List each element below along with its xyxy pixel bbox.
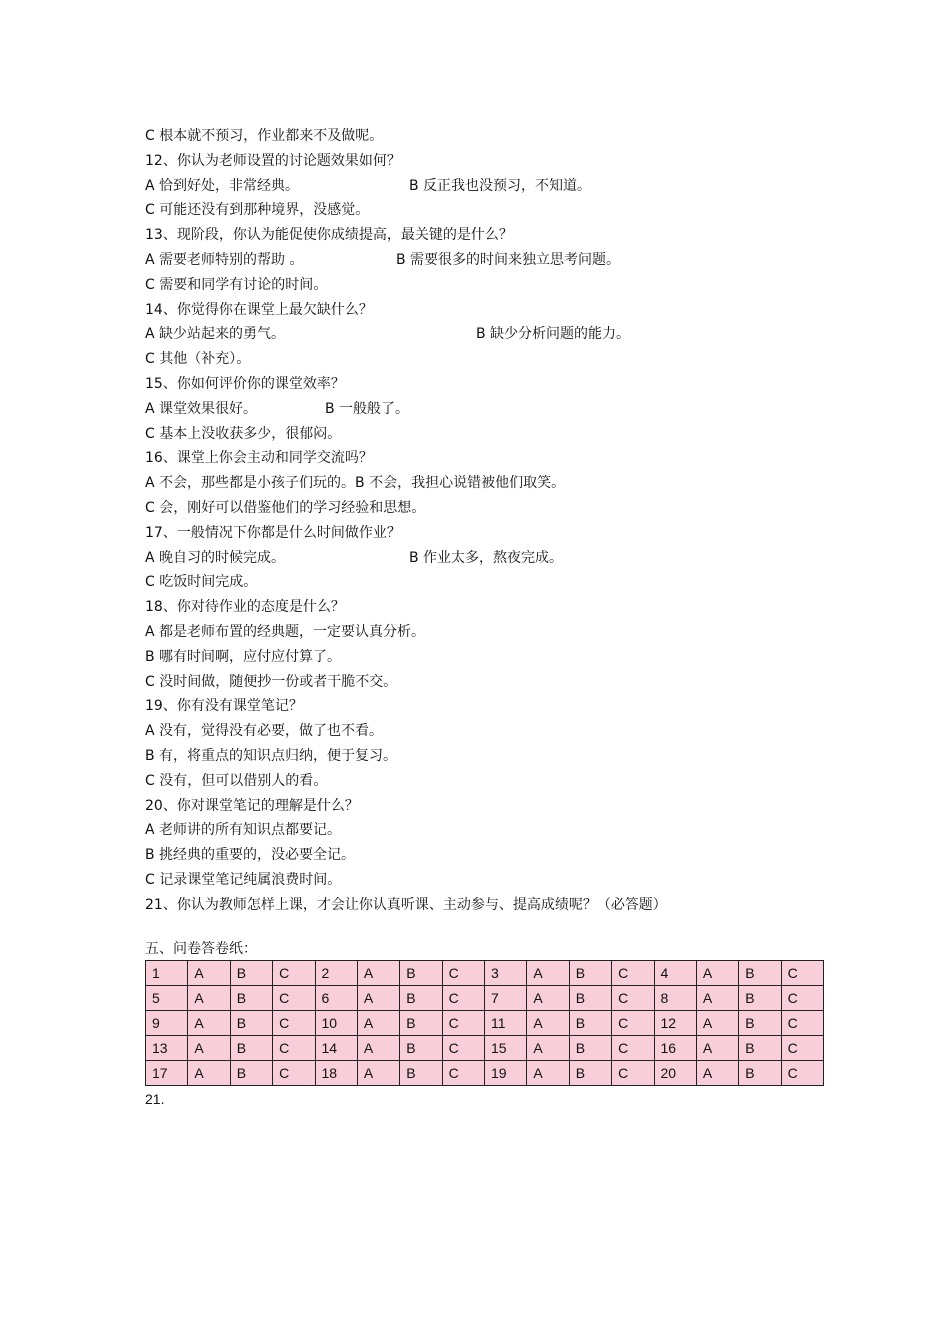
question-number-cell: 10 bbox=[315, 1010, 357, 1035]
text-line bbox=[145, 744, 835, 769]
text-line bbox=[145, 198, 835, 223]
line-text: B 挑经典的重要的，没必要全记。 bbox=[145, 847, 356, 864]
answer-option-cell[interactable]: B bbox=[739, 1035, 781, 1060]
question-number-cell: 15 bbox=[485, 1035, 527, 1060]
text-line bbox=[145, 273, 835, 298]
question-list bbox=[145, 124, 835, 918]
question-number-cell: 16 bbox=[654, 1035, 696, 1060]
answer-option-cell[interactable]: B bbox=[569, 1060, 611, 1085]
text-line bbox=[145, 893, 835, 918]
answer-option-cell[interactable]: C bbox=[273, 1060, 315, 1085]
answer-option-cell[interactable]: B bbox=[400, 1060, 442, 1085]
answer-option-cell[interactable]: A bbox=[696, 1035, 738, 1060]
line-text: B 有，将重点的知识点归纳，便于复习。 bbox=[145, 747, 398, 764]
question-number-cell: 9 bbox=[146, 1010, 188, 1035]
question-number-cell: 6 bbox=[315, 985, 357, 1010]
answer-option-cell[interactable]: A bbox=[188, 1035, 230, 1060]
line-text: A 没有，觉得没有必要，做了也不看。 bbox=[145, 723, 384, 740]
answer-option-cell[interactable]: A bbox=[357, 985, 399, 1010]
text-line bbox=[145, 868, 835, 893]
answer-option-cell[interactable]: A bbox=[527, 1035, 569, 1060]
line-text: C 基本上没收获多少，很郁闷。 bbox=[145, 425, 342, 442]
answer-option-cell[interactable]: A bbox=[188, 1060, 230, 1085]
line-text: A 课堂效果很好。 bbox=[145, 400, 258, 417]
answer-option-cell[interactable]: B bbox=[230, 1035, 272, 1060]
text-line bbox=[145, 595, 835, 620]
line-text: A 不会，那些都是小孩子们玩的。B 不会，我担心说错被他们取笑。 bbox=[145, 475, 566, 492]
answer-option-cell[interactable]: B bbox=[400, 985, 442, 1010]
text-line bbox=[145, 645, 835, 670]
answer-option-cell[interactable]: C bbox=[273, 1010, 315, 1035]
answer-row bbox=[146, 1010, 824, 1035]
text-line bbox=[145, 496, 835, 521]
text-line bbox=[145, 719, 835, 744]
text-line bbox=[145, 174, 835, 199]
question-number-cell: 12 bbox=[654, 1010, 696, 1035]
answer-option-cell[interactable]: C bbox=[442, 985, 484, 1010]
answer-option-cell[interactable]: B bbox=[400, 1010, 442, 1035]
line-text: C 会，刚好可以借鉴他们的学习经验和思想。 bbox=[145, 499, 426, 516]
answer-option-cell[interactable]: B bbox=[569, 1010, 611, 1035]
text-line bbox=[145, 769, 835, 794]
text-line bbox=[145, 521, 835, 546]
text-line bbox=[145, 422, 835, 447]
option-b-text: B 反正我也没预习，不知道。 bbox=[409, 177, 592, 194]
answer-option-cell[interactable]: A bbox=[696, 960, 738, 985]
line-text: B 哪有时间啊，应付应付算了。 bbox=[145, 648, 342, 665]
answer-option-cell[interactable]: A bbox=[696, 1060, 738, 1085]
answer-sheet-table bbox=[145, 960, 824, 1086]
answer-option-cell[interactable]: B bbox=[739, 1010, 781, 1035]
answer-option-cell[interactable]: C bbox=[612, 1035, 654, 1060]
text-line bbox=[145, 322, 835, 347]
answer-option-cell[interactable]: B bbox=[230, 1010, 272, 1035]
answer-option-cell[interactable]: C bbox=[612, 1010, 654, 1035]
answer-option-cell[interactable]: C bbox=[273, 960, 315, 985]
question-number-cell: 13 bbox=[146, 1035, 188, 1060]
line-text: 12、你认为老师设置的讨论题效果如何？ bbox=[145, 152, 401, 169]
line-text: 15、你如何评价你的课堂效率？ bbox=[145, 375, 345, 392]
questionnaire-body bbox=[145, 124, 835, 1110]
line-text: 14、你觉得你在课堂上最欠缺什么？ bbox=[145, 301, 373, 318]
question-number-cell: 11 bbox=[485, 1010, 527, 1035]
answer-option-cell[interactable]: A bbox=[188, 960, 230, 985]
text-line bbox=[145, 298, 835, 323]
answer-option-cell[interactable]: C bbox=[442, 1060, 484, 1085]
answer-option-cell[interactable]: A bbox=[357, 1035, 399, 1060]
line-text: A 都是老师布置的经典题，一定要认真分析。 bbox=[145, 623, 426, 640]
answer-option-cell[interactable]: B bbox=[739, 960, 781, 985]
text-line bbox=[145, 546, 835, 571]
answer-option-cell[interactable]: B bbox=[569, 1035, 611, 1060]
question-number-cell: 2 bbox=[315, 960, 357, 985]
question-number-cell: 1 bbox=[146, 960, 188, 985]
answer-21-label: 21. bbox=[145, 1090, 165, 1107]
line-text: 19、你有没有课堂笔记？ bbox=[145, 698, 303, 715]
line-text: 21、你认为教师怎样上课，才会让你认真听课、主动参与、提高成绩呢？（必答题） bbox=[145, 896, 667, 913]
line-text: C 其他（补充）。 bbox=[145, 351, 251, 368]
answer-option-cell[interactable]: C bbox=[781, 1010, 823, 1035]
answer-option-cell[interactable]: A bbox=[188, 1010, 230, 1035]
option-b-text: B 缺少分析问题的能力。 bbox=[476, 326, 631, 343]
answer-option-cell[interactable]: B bbox=[230, 985, 272, 1010]
answer-row bbox=[146, 960, 824, 985]
question-number-cell: 8 bbox=[654, 985, 696, 1010]
line-text: C 需要和同学有讨论的时间。 bbox=[145, 276, 328, 293]
question-number-cell: 5 bbox=[146, 985, 188, 1010]
answer-option-cell[interactable]: A bbox=[696, 1010, 738, 1035]
answer-option-cell[interactable]: A bbox=[527, 985, 569, 1010]
option-b-text: B 作业太多，熬夜完成。 bbox=[409, 549, 564, 566]
question-number-cell: 19 bbox=[485, 1060, 527, 1085]
answer-option-cell[interactable]: A bbox=[357, 1010, 399, 1035]
line-text: 16、课堂上你会主动和同学交流吗？ bbox=[145, 450, 373, 467]
line-text: 13、现阶段，你认为能促使你成绩提高，最关键的是什么？ bbox=[145, 227, 513, 244]
line-text: A 需要老师特别的帮助 。 bbox=[145, 251, 304, 268]
text-line bbox=[145, 347, 835, 372]
text-line bbox=[145, 223, 835, 248]
text-line bbox=[145, 446, 835, 471]
answer-option-cell[interactable]: C bbox=[781, 1060, 823, 1085]
line-text: 17、一般情况下你都是什么时间做作业？ bbox=[145, 524, 401, 541]
question-number-cell: 20 bbox=[654, 1060, 696, 1085]
answer-option-cell[interactable]: B bbox=[739, 1060, 781, 1085]
question-number-cell: 3 bbox=[485, 960, 527, 985]
answer-option-cell[interactable]: A bbox=[527, 960, 569, 985]
section-title: 五、问卷答卷纸： bbox=[145, 940, 257, 957]
answer-option-cell[interactable]: C bbox=[612, 985, 654, 1010]
question-number-cell: 17 bbox=[146, 1060, 188, 1085]
answer-option-cell[interactable]: C bbox=[612, 960, 654, 985]
line-text: 18、你对待作业的态度是什么？ bbox=[145, 599, 345, 616]
text-line bbox=[145, 149, 835, 174]
text-line bbox=[145, 248, 835, 273]
line-text: 20、你对课堂笔记的理解是什么？ bbox=[145, 797, 359, 814]
line-text: C 根本就不预习，作业都来不及做呢。 bbox=[145, 128, 384, 144]
text-line bbox=[145, 124, 835, 149]
question-number-cell: 14 bbox=[315, 1035, 357, 1060]
answer-option-cell[interactable]: C bbox=[273, 985, 315, 1010]
line-text: A 晚自习的时候完成。 bbox=[145, 549, 286, 566]
answer-option-cell[interactable]: C bbox=[612, 1060, 654, 1085]
line-text: A 恰到好处，非常经典。 bbox=[145, 177, 300, 194]
answer-option-cell[interactable]: A bbox=[188, 985, 230, 1010]
text-line bbox=[145, 843, 835, 868]
line-text: C 记录课堂笔记纯属浪费时间。 bbox=[145, 871, 342, 888]
answer-row bbox=[146, 1060, 824, 1085]
answer-option-cell[interactable]: C bbox=[781, 1035, 823, 1060]
line-text: A 老师讲的所有知识点都要记。 bbox=[145, 822, 342, 839]
answer-option-cell[interactable]: B bbox=[569, 960, 611, 985]
answer-option-cell[interactable]: B bbox=[400, 1035, 442, 1060]
answer-row bbox=[146, 985, 824, 1010]
line-text: C 可能还没有到那种境界，没感觉。 bbox=[145, 202, 370, 219]
text-line bbox=[145, 670, 835, 695]
text-line bbox=[145, 570, 835, 595]
question-number-cell: 18 bbox=[315, 1060, 357, 1085]
answer-option-cell[interactable]: B bbox=[569, 985, 611, 1010]
option-b-text: B 一般般了。 bbox=[325, 400, 410, 417]
answer-option-cell[interactable]: C bbox=[781, 985, 823, 1010]
answer-option-cell[interactable]: C bbox=[781, 960, 823, 985]
text-line bbox=[145, 794, 835, 819]
question-number-cell: 7 bbox=[485, 985, 527, 1010]
line-text: C 没时间做，随便抄一份或者干脆不交。 bbox=[145, 673, 398, 690]
answer-option-cell[interactable]: A bbox=[357, 1060, 399, 1085]
text-line bbox=[145, 372, 835, 397]
answer-option-cell[interactable]: C bbox=[442, 1010, 484, 1035]
line-text: C 没有，但可以借别人的看。 bbox=[145, 772, 328, 789]
answer-option-cell[interactable]: A bbox=[527, 1010, 569, 1035]
text-line bbox=[145, 694, 835, 719]
answer-option-cell[interactable]: B bbox=[739, 985, 781, 1010]
answer-option-cell[interactable]: B bbox=[230, 1060, 272, 1085]
text-line bbox=[145, 397, 835, 422]
answer-option-cell[interactable]: A bbox=[527, 1060, 569, 1085]
option-b-text: B 需要很多的时间来独立思考问题。 bbox=[396, 251, 621, 268]
answer-option-cell[interactable]: A bbox=[696, 985, 738, 1010]
text-line bbox=[145, 818, 835, 843]
text-line bbox=[145, 471, 835, 496]
line-text: C 吃饭时间完成。 bbox=[145, 574, 258, 591]
answer-option-cell[interactable]: B bbox=[400, 960, 442, 985]
text-line bbox=[145, 620, 835, 645]
answer-option-cell[interactable]: C bbox=[442, 1035, 484, 1060]
answer-option-cell[interactable]: A bbox=[357, 960, 399, 985]
question-number-cell: 4 bbox=[654, 960, 696, 985]
answer-option-cell[interactable]: B bbox=[230, 960, 272, 985]
line-text: A 缺少站起来的勇气。 bbox=[145, 326, 286, 343]
answer-option-cell[interactable]: C bbox=[273, 1035, 315, 1060]
answer-option-cell[interactable]: C bbox=[442, 960, 484, 985]
answer-row bbox=[146, 1035, 824, 1060]
